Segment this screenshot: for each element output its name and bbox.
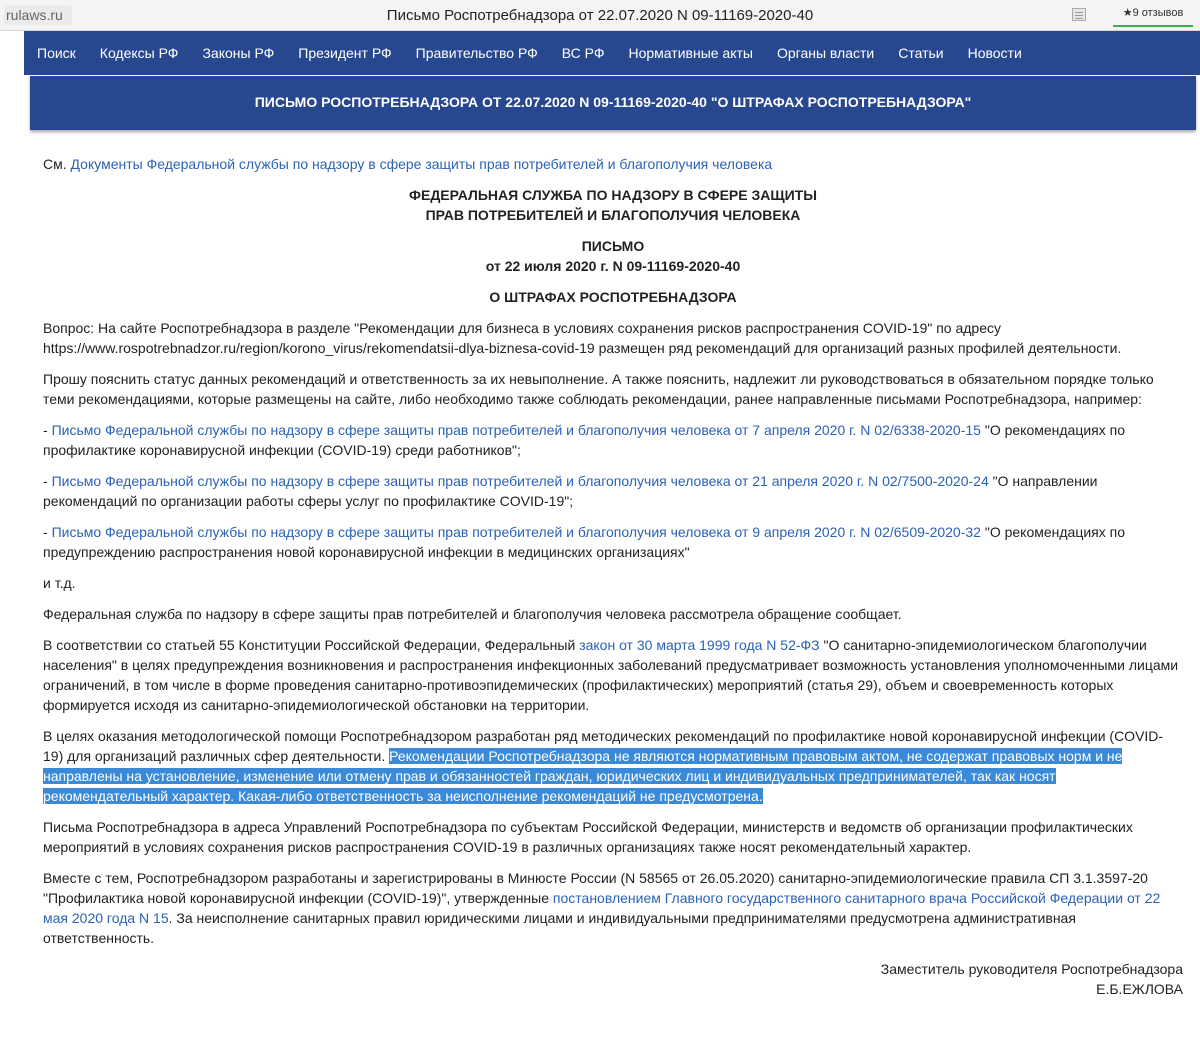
law-paragraph: В соответствии со статьей 55 Конституции Российской Федерации, Федеральный закон от 30 марта 1999 года N 52-ФЗ "О санитарно-эпидемиологическом благополучии населения" в целях предупреждения возникновения и распространения инфекционных заболеваний предусматривает возможность установления уполномоченными лицами ограничений, в том числе в форме проведения санитарно-противоэпидемических (профилактических) мероприятий (статья 29), объем и своевременность которых формируется исходя из санитарно-эпидемиологической обстановки на территории.: [43, 637, 1179, 713]
org-heading: [43, 185, 1183, 225]
letter-link-3[interactable]: Письмо Федеральной службы по надзору в сфере защиты прав потребителей и благополучия человека от 9 апреля 2020 г. N 02/6509-2020-32: [51, 524, 981, 540]
see-also-link[interactable]: Документы Федеральной службы по надзору в сфере защиты прав потребителей и благополучия человека: [70, 156, 773, 172]
letter-subject: О ШТРАФАХ РОСПОТРЕБНАДЗОРА: [489, 289, 737, 305]
letter-heading: [43, 236, 1183, 276]
federal-law-link[interactable]: закон от 30 марта 1999 года N 52-ФЗ: [579, 637, 820, 653]
request-paragraph: Прошу пояснить статус данных рекомендаций и ответственность за их невыполнение. А также пояснить, надлежит ли руководствоваться в обязательном порядке только теми рекомендациями, которые размещены на сайте, либо необходимо также соблюдать рекомендации, ранее направленные письмами Роспотребнадзора, например:: [43, 371, 1154, 407]
etc-paragraph: и т.д.: [43, 575, 76, 591]
letter-date: от 22 июля 2020 г. N 09-11169-2020-40: [485, 258, 741, 274]
nav-item-government[interactable]: Правительство РФ: [415, 45, 538, 61]
letter-link-1[interactable]: Письмо Федеральной службы по надзору в сфере защиты прав потребителей и благополучия человека от 7 апреля 2020 г. N 02/6338-2020-15: [51, 422, 981, 438]
nav-item-codes[interactable]: Кодексы РФ: [99, 45, 179, 61]
reviews-label: 9 отзывов: [1132, 7, 1184, 19]
selected-text[interactable]: Рекомендации Роспотребнадзора не являются нормативным правовым актом, не содержат правовых норм и не направлены на установление, изменение или отмену прав и обязанностей граждан, юридических лиц и индивидуальных предпринимателей, так как носят рекомендательный характер. Какая-либо ответственность за неисполнение рекомендаций не предусмотрена.: [43, 748, 1123, 804]
reader-view-icon[interactable]: [1072, 8, 1086, 21]
list-item: - Письмо Федеральной службы по надзору в сфере защиты прав потребителей и благополучия человека от 7 апреля 2020 г. N 02/6338-2020-15 "О рекомендациях по профилактике коронавирусной инфекции (COVID-19) среди работников";: [43, 422, 1126, 458]
document-body: [43, 154, 1183, 999]
signature: [43, 959, 1183, 999]
list-item: - Письмо Федеральной службы по надзору в сфере защиты прав потребителей и благополучия человека от 9 апреля 2020 г. N 02/6509-2020-32 "О рекомендациях по предупреждению распространения новой коронавирусной инфекции в медицинских организациях": [43, 524, 1126, 560]
letter-word: ПИСЬМО: [581, 238, 645, 254]
nav-item-search[interactable]: Поиск: [37, 45, 76, 61]
main-nav: [24, 31, 1200, 75]
sanitary-rules-paragraph: Вместе с тем, Роспотребнадзором разработаны и зарегистрированы в Минюсте России (N 58565 от 26.05.2020) санитарно-эпидемиологические правила СП 3.1.3597-20 "Профилактика новой коронавирусной инфекции (COVID-19)", утвержденные постановлением Главного государственного санитарного врача Российской Федерации от 22 мая 2020 года N 15. За неисполнение санитарных правил юридическими лицами и индивидуальными предпринимателями предусмотрена административная ответственность.: [43, 870, 1161, 946]
window-title: Письмо Роспотребнадзора от 22.07.2020 N 09-11169-2020-40: [386, 7, 814, 24]
letter-link-2[interactable]: Письмо Федеральной службы по надзору в сфере защиты прав потребителей и благополучия человека от 21 апреля 2020 г. N 02/7500-2020-24: [51, 473, 989, 489]
nav-item-laws[interactable]: Законы РФ: [202, 45, 275, 61]
letters-paragraph: Письма Роспотребнадзора в адреса Управлений Роспотребнадзора по субъектам Российской Федерации, министерств и ведомств об организации профилактических мероприятий в условиях сохранения рисков распространения COVID-19 в различных организациях также носят рекомендательный характер.: [43, 819, 1133, 855]
signature-name: Е.Б.ЕЖЛОВА: [1096, 981, 1183, 997]
org-line-2: ПРАВ ПОТРЕБИТЕЛЕЙ И БЛАГОПОЛУЧИЯ ЧЕЛОВЕКА: [425, 207, 801, 223]
signature-title: Заместитель руководителя Роспотребнадзора: [880, 961, 1183, 977]
reviews-badge[interactable]: [1113, 3, 1193, 27]
answer-intro: Федеральная служба по надзору в сфере защиты прав потребителей и благополучия человека рассмотрела обращение сообщает.: [43, 606, 902, 622]
list-item: - Письмо Федеральной службы по надзору в сфере защиты прав потребителей и благополучия человека от 21 апреля 2020 г. N 02/7500-2020-24 "О направлении рекомендаций по организации работы сферы услуг по профилактике COVID-19";: [43, 473, 1098, 509]
nav-item-articles[interactable]: Статьи: [898, 45, 944, 61]
nav-item-authorities[interactable]: Органы власти: [776, 45, 875, 61]
browser-top-bar: [0, 0, 1200, 31]
page-title: ПИСЬМО РОСПОТРЕБНАДЗОРА ОТ 22.07.2020 N 09-11169-2020-40 "О ШТРАФАХ РОСПОТРЕБНАДЗОРА": [30, 76, 1196, 130]
nav-item-supreme-court[interactable]: ВС РФ: [561, 45, 605, 61]
nav-item-president[interactable]: Президент РФ: [298, 45, 392, 61]
address-bar[interactable]: rulaws.ru: [4, 5, 72, 25]
question-paragraph: Вопрос: На сайте Роспотребнадзора в разделе "Рекомендации для бизнеса в условиях сохранения рисков распространения COVID-19" по адресу https://www.rospotrebnadzor.ru/region/korono_virus/rekomendatsii-dlya-biznesa-covid-19 размещен ряд рекомендаций для организаций разных профилей деятельности.: [43, 320, 1122, 356]
recommendations-paragraph: В целях оказания методологической помощи Роспотребнадзором разработан ряд методических рекомендаций по профилактике новой коронавирусной инфекции (COVID-19) для организаций различных сфер деятельности. Рекомендации Роспотребнадзора не являются нормативным правовым актом, не содержат правовых норм и не направлены на установление, изменение или отмену прав и обязанностей граждан, юридических лиц и индивидуальных предпринимателей, так как носят рекомендательный характер. Какая-либо ответственность за неисполнение рекомендаций не предусмотрена.: [43, 728, 1164, 804]
resolution-link[interactable]: постановлением Главного государственного санитарного врача Российской Федерации от 22 мая 2020 года N 15: [43, 890, 1161, 926]
nav-item-news[interactable]: Новости: [967, 45, 1022, 61]
see-also: См. Документы Федеральной службы по надзору в сфере защиты прав потребителей и благополучия человека: [43, 156, 773, 172]
org-line-1: ФЕДЕРАЛЬНАЯ СЛУЖБА ПО НАДЗОРУ В СФЕРЕ ЗАЩИТЫ: [409, 187, 817, 203]
star-icon: ★: [1122, 7, 1133, 19]
nav-item-normative-acts[interactable]: Нормативные акты: [628, 45, 753, 61]
